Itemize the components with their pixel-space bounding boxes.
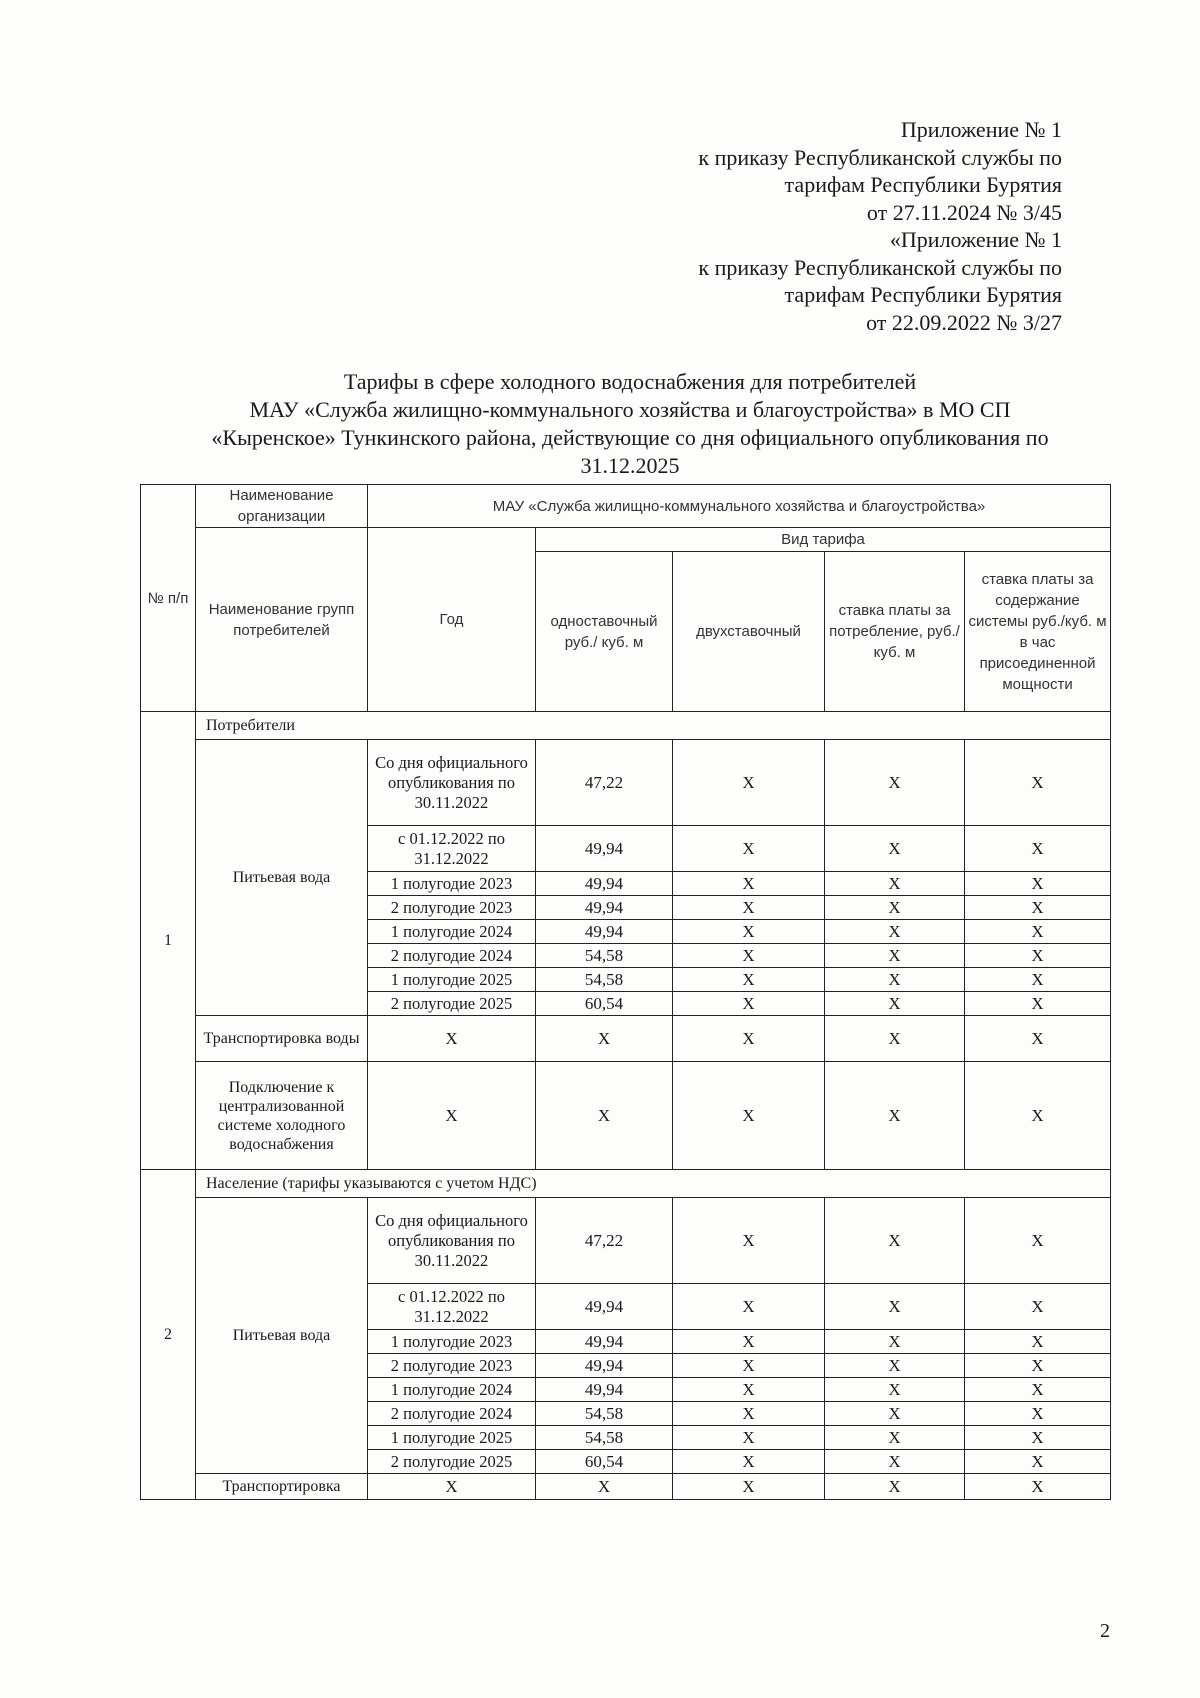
one-rate-cell: 49,94 <box>536 1330 673 1354</box>
capacity-cell: Х <box>965 1378 1111 1402</box>
capacity-cell: Х <box>965 1426 1111 1450</box>
two-rate-cell: Х <box>673 1330 825 1354</box>
period-cell: 2 полугодие 2024 <box>368 1402 536 1426</box>
capacity-cell: Х <box>965 968 1111 992</box>
period-cell: 1 полугодие 2025 <box>368 968 536 992</box>
transport-label: Транспортировка <box>196 1474 368 1500</box>
one-rate-cell: 49,94 <box>536 920 673 944</box>
consumption-cell: Х <box>825 1330 965 1354</box>
two-rate-cell: Х <box>673 872 825 896</box>
section-title: Потребители <box>196 712 1111 740</box>
col-capacity-header: ставка платы за содержание системы руб./куб. м в час присоединенной мощности <box>965 552 1111 712</box>
two-rate-cell: Х <box>673 1450 825 1474</box>
period-cell: 1 полугодие 2023 <box>368 1330 536 1354</box>
consumption-cell: Х <box>825 1450 965 1474</box>
header-line: тарифам Республики Бурятия <box>784 282 1062 307</box>
header-line: тарифам Республики Бурятия <box>784 172 1062 197</box>
period-cell: с 01.12.2022 по 31.12.2022 <box>368 826 536 872</box>
capacity-cell: Х <box>965 1330 1111 1354</box>
two-rate-cell: Х <box>673 740 825 826</box>
one-rate-cell: 54,58 <box>536 1402 673 1426</box>
one-rate-cell: Х <box>536 1062 673 1170</box>
consumption-cell: Х <box>825 740 965 826</box>
period-cell: 2 полугодие 2025 <box>368 992 536 1016</box>
period-cell: Х <box>368 1016 536 1062</box>
consumption-cell: Х <box>825 1378 965 1402</box>
col-number-header: № п/п <box>141 485 196 712</box>
period-cell: 1 полугодие 2024 <box>368 920 536 944</box>
consumption-cell: Х <box>825 944 965 968</box>
consumption-cell: Х <box>825 872 965 896</box>
two-rate-cell: Х <box>673 1062 825 1170</box>
two-rate-cell: Х <box>673 944 825 968</box>
consumption-cell: Х <box>825 826 965 872</box>
water-group-label: Питьевая вода <box>196 1198 368 1474</box>
capacity-cell: Х <box>965 1354 1111 1378</box>
consumption-cell: Х <box>825 1402 965 1426</box>
consumption-cell: Х <box>825 1426 965 1450</box>
tariff-type-header: Вид тарифа <box>536 528 1111 552</box>
consumption-cell: Х <box>825 968 965 992</box>
title-line: МАУ «Служба жилищно-коммунального хозяйства и благоустройства» в МО СП <box>249 397 1011 422</box>
two-rate-cell: Х <box>673 1284 825 1330</box>
capacity-cell: Х <box>965 1016 1111 1062</box>
period-cell: Со дня официального опубликования по 30.11.2022 <box>368 1198 536 1284</box>
capacity-cell: Х <box>965 1474 1111 1500</box>
one-rate-cell: 49,94 <box>536 826 673 872</box>
consumption-cell: Х <box>825 1016 965 1062</box>
capacity-cell: Х <box>965 1450 1111 1474</box>
header-line: Приложение № 1 <box>900 117 1062 142</box>
header-line: от 22.09.2022 № 3/27 <box>866 309 1062 335</box>
two-rate-cell: Х <box>673 1426 825 1450</box>
two-rate-cell: Х <box>673 1354 825 1378</box>
header-line: к приказу Республиканской службы по <box>698 254 1062 280</box>
section-title-row <box>141 1170 1111 1198</box>
capacity-cell: Х <box>965 1198 1111 1284</box>
period-cell: 2 полугодие 2023 <box>368 1354 536 1378</box>
col-one-rate-header: одноставочный руб./ куб. м <box>536 552 673 712</box>
one-rate-cell: Х <box>536 1016 673 1062</box>
one-rate-cell: 54,58 <box>536 1426 673 1450</box>
one-rate-cell: 47,22 <box>536 1198 673 1284</box>
period-cell: 1 полугодие 2024 <box>368 1378 536 1402</box>
capacity-cell: Х <box>965 992 1111 1016</box>
consumption-cell: Х <box>825 992 965 1016</box>
one-rate-cell: 47,22 <box>536 740 673 826</box>
consumption-cell: Х <box>825 896 965 920</box>
title-line: 31.12.2025 <box>580 453 680 478</box>
capacity-cell: Х <box>965 1062 1111 1170</box>
table-header-row <box>141 528 1111 552</box>
one-rate-cell: 54,58 <box>536 944 673 968</box>
period-cell: Х <box>368 1474 536 1500</box>
col-year-header: Год <box>368 528 536 712</box>
one-rate-cell: 60,54 <box>536 1450 673 1474</box>
consumption-cell: Х <box>825 1354 965 1378</box>
capacity-cell: Х <box>965 826 1111 872</box>
col-consumption-header: ставка платы за потребление, руб./ куб. м <box>825 552 965 712</box>
capacity-cell: Х <box>965 1402 1111 1426</box>
period-cell: Со дня официального опубликования по 30.11.2022 <box>368 740 536 826</box>
title-line: Тарифы в сфере холодного водоснабжения для потребителей <box>343 369 917 394</box>
one-rate-cell: Х <box>536 1474 673 1500</box>
two-rate-cell: Х <box>673 826 825 872</box>
one-rate-cell: 54,58 <box>536 968 673 992</box>
period-cell: Х <box>368 1062 536 1170</box>
title-line: «Кыренское» Тункинского района, действующие со дня официального опубликования по <box>211 425 1049 450</box>
capacity-cell: Х <box>965 740 1111 826</box>
consumption-cell: Х <box>825 1284 965 1330</box>
water-group-label: Питьевая вода <box>196 740 368 1016</box>
table-row <box>141 740 1111 826</box>
capacity-cell: Х <box>965 1284 1111 1330</box>
table-row <box>141 1198 1111 1284</box>
one-rate-cell: 49,94 <box>536 1284 673 1330</box>
two-rate-cell: Х <box>673 1198 825 1284</box>
consumption-cell: Х <box>825 1198 965 1284</box>
period-cell: с 01.12.2022 по 31.12.2022 <box>368 1284 536 1330</box>
consumption-cell: Х <box>825 920 965 944</box>
tariff-table-body <box>141 485 1111 1500</box>
period-cell: 1 полугодие 2023 <box>368 872 536 896</box>
tariff-table <box>140 484 1111 1500</box>
col-org-label-header: Наименование организации <box>196 485 368 528</box>
period-cell: 2 полугодие 2023 <box>368 896 536 920</box>
capacity-cell: Х <box>965 896 1111 920</box>
two-rate-cell: Х <box>673 1402 825 1426</box>
one-rate-cell: 49,94 <box>536 1354 673 1378</box>
consumption-cell: Х <box>825 1474 965 1500</box>
header-line: «Приложение № 1 <box>889 227 1062 252</box>
two-rate-cell: Х <box>673 992 825 1016</box>
appendix-header <box>698 116 1062 336</box>
col-two-rate-header: двухставочный <box>673 552 825 712</box>
org-name-header: МАУ «Служба жилищно-коммунального хозяйства и благоустройства» <box>368 485 1111 528</box>
period-cell: 1 полугодие 2025 <box>368 1426 536 1450</box>
two-rate-cell: Х <box>673 896 825 920</box>
col-groups-header: Наименование групп потребителей <box>196 528 368 712</box>
consumption-cell: Х <box>825 1062 965 1170</box>
two-rate-cell: Х <box>673 1474 825 1500</box>
header-line: к приказу Республиканской службы по <box>698 144 1062 170</box>
document-title <box>150 368 1110 480</box>
section-number: 2 <box>141 1170 196 1500</box>
two-rate-cell: Х <box>673 1016 825 1062</box>
page-number: 2 <box>1100 1620 1110 1642</box>
capacity-cell: Х <box>965 920 1111 944</box>
header-line: от 27.11.2024 № 3/45 <box>866 199 1062 225</box>
connection-row <box>141 1062 1111 1170</box>
one-rate-cell: 49,94 <box>536 872 673 896</box>
two-rate-cell: Х <box>673 920 825 944</box>
capacity-cell: Х <box>965 944 1111 968</box>
one-rate-cell: 49,94 <box>536 1378 673 1402</box>
one-rate-cell: 49,94 <box>536 896 673 920</box>
period-cell: 2 полугодие 2024 <box>368 944 536 968</box>
one-rate-cell: 60,54 <box>536 992 673 1016</box>
two-rate-cell: Х <box>673 968 825 992</box>
period-cell: 2 полугодие 2025 <box>368 1450 536 1474</box>
section-title: Население (тарифы указываются с учетом НДС) <box>196 1170 1111 1198</box>
capacity-cell: Х <box>965 872 1111 896</box>
section-number: 1 <box>141 712 196 1170</box>
transport-label: Транспортировка воды <box>196 1016 368 1062</box>
section-title-row <box>141 712 1111 740</box>
transport-row <box>141 1474 1111 1500</box>
transport-row <box>141 1016 1111 1062</box>
table-header-row <box>141 485 1111 528</box>
connection-label: Подключение к централизованной системе холодного водоснабжения <box>196 1062 368 1170</box>
two-rate-cell: Х <box>673 1378 825 1402</box>
